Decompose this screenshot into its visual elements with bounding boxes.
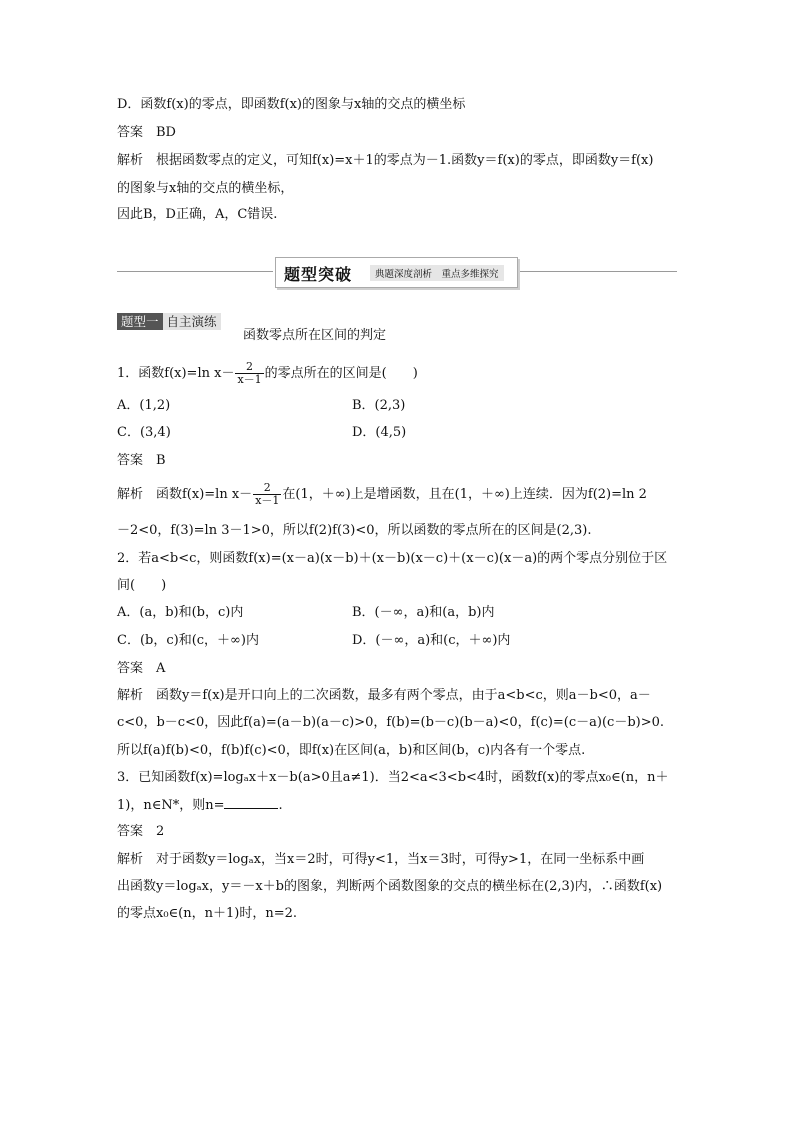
analysis-text: 解析 根据函数零点的定义，可知f(x)=x＋1的零点为－1.函数y＝f(x)的零点，即函数y＝f(x) [117,153,654,168]
analysis-text: 的图象与x轴的交点的横坐标， [117,181,294,196]
q2-analysis-1: 解析 函数y＝f(x)是开口向上的二次函数，最多有两个零点，由于a<b<c，则a－b<0，a－ [117,688,651,703]
q1-option-d: D．(4,5) [352,425,407,440]
q2-option-b: B．(－∞，a)和(a，b)内 [352,605,495,620]
q1-fraction [235,361,263,386]
section-label-kind: 自主演练 [163,313,221,330]
section-subtitle: 函数零点所在区间的判定 [243,328,387,343]
q3-analysis-2: 出函数y＝logₐx，y＝－x＋b的图象，判断两个函数图象的交点的横坐标在(2,3)内，∴函数f(x) [117,879,663,894]
question-3-stem-cont [117,796,283,815]
q2-option-c: C．(b，c)和(c，＋∞)内 [117,633,259,648]
q1-analysis [117,481,647,509]
q3-analysis-1: 解析 对于函数y＝logₐx，当x＝2时，可得y<1，当x＝3时，可得y>1，在同一坐标系中画 [117,852,645,867]
q1-analysis-fraction-den: x－1 [255,494,280,507]
question-3-stem: 3．已知函数f(x)=logₐx＋x－b(a>0且a≠1)．当2<a<3<b<4时，函数f(x)的零点x₀∈(n，n＋ [117,770,669,785]
question-2-stem: 2．若a<b<c，则函数f(x)=(x－a)(x－b)＋(x－b)(x－c)＋(x－c)(x－a)的两个零点分别位于区 [117,551,668,566]
answer-blank [224,796,278,809]
q1-analysis-fraction-num: 2 [253,482,281,495]
question-2-stem-cont: 间( ) [117,578,167,593]
q1-option-b: B．(2,3) [352,398,406,413]
banner-rule-left [117,271,273,272]
answer-text: 答案 BD [117,125,176,140]
q2-answer: 答案 A [117,661,166,676]
q1-option-a: A．(1,2) [117,398,171,413]
option-d-text: D．函数f(x)的零点，即函数f(x)的图象与x轴的交点的横坐标 [117,97,466,112]
banner-title: 题型突破 [284,265,353,284]
section-label [117,313,221,330]
banner-tagline: 典题深度剖析 重点多维探究 [370,265,504,281]
q1-analysis-fraction [253,482,281,507]
q2-analysis-2: c<0，b－c<0，因此f(a)=(a－b)(a－c)>0，f(b)=(b－c)(b－a)<0，f(c)=(c－a)(c－b)>0. [117,715,665,730]
section-banner [275,257,518,288]
q2-option-d: D．(－∞，a)和(c，＋∞)内 [352,633,511,648]
question-1-stem [117,360,418,388]
q1-fraction-den: x－1 [237,373,262,386]
q3-analysis-3: 的零点x₀∈(n，n＋1)时，n=2. [117,906,297,921]
banner-rule-right [520,271,677,272]
q1-analysis-post: 在(1，＋∞)上是增函数，且在(1，＋∞)上连续．因为f(2)=ln 2 [282,487,647,502]
section-label-number: 题型一 [117,313,163,330]
q1-analysis-pre: 解析 函数f(x)=ln x－ [117,487,253,502]
q1-stem-post: 的零点所在的区间是( ) [264,366,418,381]
q1-option-c: C．(3,4) [117,425,171,440]
q2-analysis-3: 所以f(a)f(b)<0，f(b)f(c)<0，即f(x)在区间(a，b)和区间(b，c)内各有一个零点. [117,743,586,758]
q1-stem-pre: 1．函数f(x)=ln x－ [117,366,235,381]
q3-answer: 答案 2 [117,824,165,839]
q1-analysis-2: －2<0，f(3)=ln 3－1>0，所以f(2)f(3)<0，所以函数的零点所在的区间是(2,3). [117,523,592,538]
q3-stem-2-pre: 1)，n∈N*，则n= [117,798,225,813]
q2-option-a: A．(a，b)和(b，c)内 [117,605,244,620]
analysis-text: 因此B，D正确，A，C错误. [117,207,278,222]
q1-answer: 答案 B [117,453,166,468]
q1-fraction-num: 2 [235,361,263,374]
q3-stem-2-post: . [278,798,283,813]
